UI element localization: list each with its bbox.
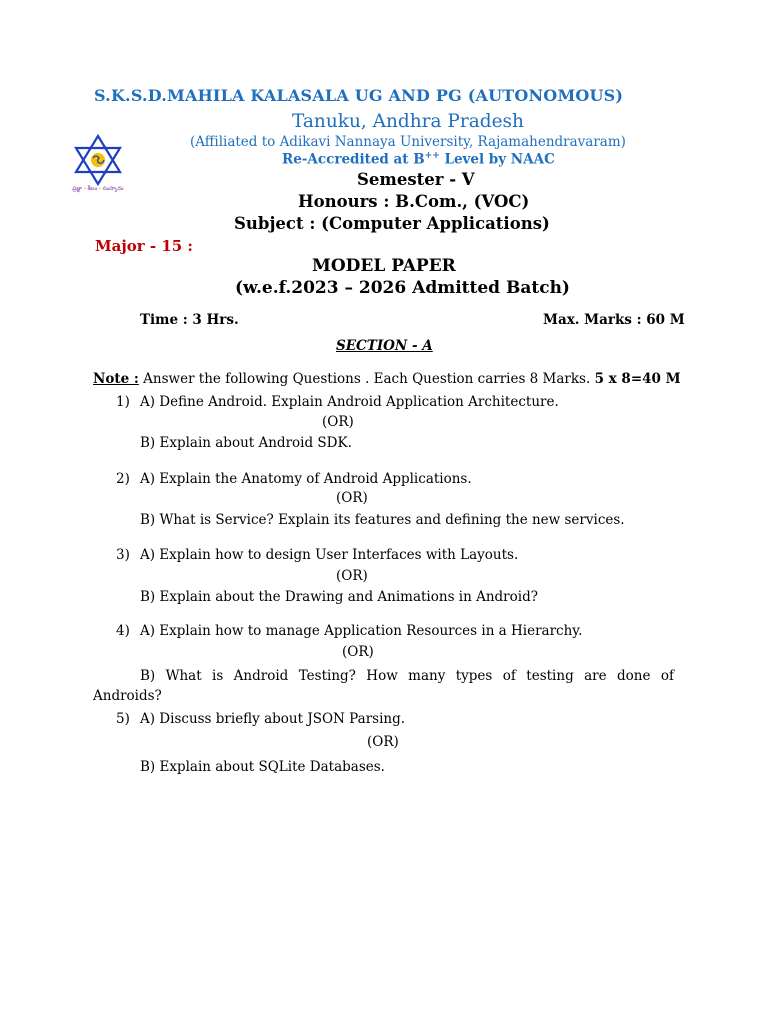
paper-title: MODEL PAPER — [312, 256, 456, 276]
batch-info: (w.e.f.2023 – 2026 Admitted Batch) — [235, 278, 570, 298]
or-separator: (OR) — [336, 568, 368, 584]
question-a: A) Explain how to design User Interfaces with Layouts. — [140, 547, 519, 563]
or-separator: (OR) — [367, 734, 399, 750]
affiliation: (Affiliated to Adikavi Nannaya University, Rajamahendravaram) — [190, 134, 626, 150]
question-number: 4) — [116, 623, 130, 639]
accreditation: Re-Accredited at B++ Level by NAAC — [282, 151, 555, 168]
college-logo — [56, 132, 140, 194]
question-a: A) Define Android. Explain Android Application Architecture. — [140, 394, 559, 410]
question-number: 5) — [116, 711, 130, 727]
question-b: B) What is Service? Explain its features and defining the new services. — [140, 512, 625, 528]
exam-time: Time : 3 Hrs. — [140, 312, 239, 328]
question-b: B) Explain about SQLite Databases. — [140, 759, 385, 775]
question-number: 1) — [116, 394, 130, 410]
or-separator: (OR) — [342, 644, 374, 660]
question-a: A) Discuss briefly about JSON Parsing. — [140, 711, 406, 727]
or-separator: (OR) — [336, 490, 368, 506]
section-heading: SECTION - A — [336, 338, 433, 354]
institution-city: Tanuku, Andhra Pradesh — [292, 111, 524, 132]
star-of-david-om-logo-icon — [56, 132, 140, 194]
question-b: B) Explain about the Drawing and Animations in Android? — [140, 589, 538, 605]
or-separator: (OR) — [322, 414, 354, 430]
honours: Honours : B.Com., (VOC) — [298, 192, 530, 211]
major-label: Major - 15 : — [95, 237, 193, 255]
question-b: B) Explain about Android SDK. — [140, 435, 352, 451]
question-number: 3) — [116, 547, 130, 563]
max-marks: Max. Marks : 60 M — [543, 312, 685, 328]
question-a: A) Explain how to manage Application Resources in a Hierarchy. — [140, 623, 583, 639]
logo-caption: ప్రజ్ఞా - శీలం - సంస్కారం — [72, 186, 124, 192]
subject: Subject : (Computer Applications) — [234, 214, 550, 233]
institution-name: S.K.S.D.MAHILA KALASALA UG AND PG (AUTONOMOUS) — [94, 86, 624, 105]
question-b-line1: B) What is Android Testing? How many types of testing are done of — [140, 668, 674, 684]
question-number: 2) — [116, 471, 130, 487]
question-b-line2: Androids? — [93, 688, 162, 704]
question-a: A) Explain the Anatomy of Android Applications. — [140, 471, 472, 487]
semester: Semester - V — [357, 170, 475, 189]
note: Note : Answer the following Questions . Each Question carries 8 Marks. 5 x 8=40 M — [93, 371, 681, 387]
